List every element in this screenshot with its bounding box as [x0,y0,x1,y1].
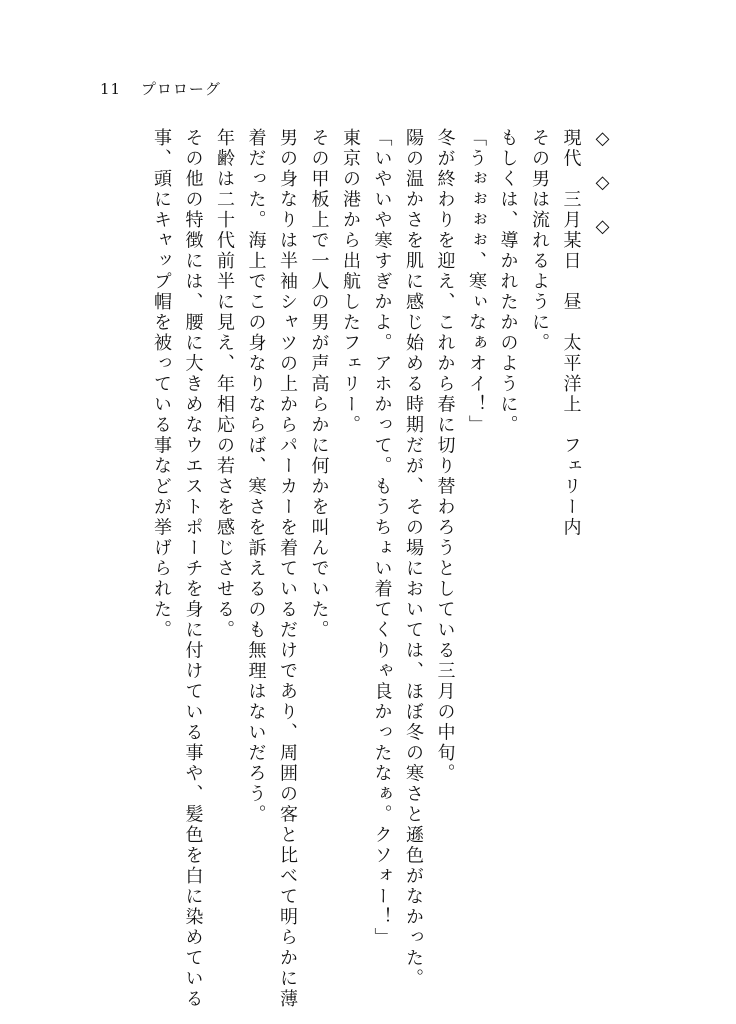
chapter-title: プロローグ [140,80,221,98]
scene-heading: 現代 三月某日 昼 太平洋上 フェリー内 [560,128,582,538]
page-number: 11 [100,80,122,98]
text-line: 着だった。海上でこの身なりならば、寒さを訴えるのも無理はないだろう。 [245,128,267,825]
dialogue-line: 「うぉぉぉぉ、寒ぃなぁオイ！」 [466,128,487,436]
section-divider: ◇ ◇ ◇ [592,128,613,240]
dialogue-line: 「いやいや寒すぎかよ。アホかって。もうちょい着てくりゃ良かったなぁ。クソォー！」 [371,128,393,948]
text-line: 男の身なりは半袖シャツの上からパーカーを着ているだけであり、周囲の客と比べて明らかに薄 [277,128,298,1010]
text-line: 年齢は二十代前半に見え、年相応の若さを感じさせる。 [214,128,235,641]
text-line: その男は流れるように。 [529,128,550,354]
text-line: 東京の港から出航したフェリー。 [340,128,361,436]
text-line: 陽の温かさを肌に感じ始める時期だが、その場においては、ほぼ冬の寒さと遜色がなかった。 [403,128,424,989]
text-line: もしくは、導かれたかのように。 [497,128,519,436]
text-line: その他の特徴には、腰に大きめなウエストポーチを身に付けている事や、髪色を白に染めている [182,128,204,1010]
page-header [100,78,221,99]
vertical-text-body [146,128,619,1010]
text-line: 事、頭にキャップ帽を被っている事などが挙げられた。 [151,128,172,641]
text-line: その甲板上で一人の男が声高らかに何かを叫んでいた。 [308,128,330,641]
text-line: 冬が終わりを迎え、これから春に切り替わろうとしている三月の中旬。 [434,128,456,784]
